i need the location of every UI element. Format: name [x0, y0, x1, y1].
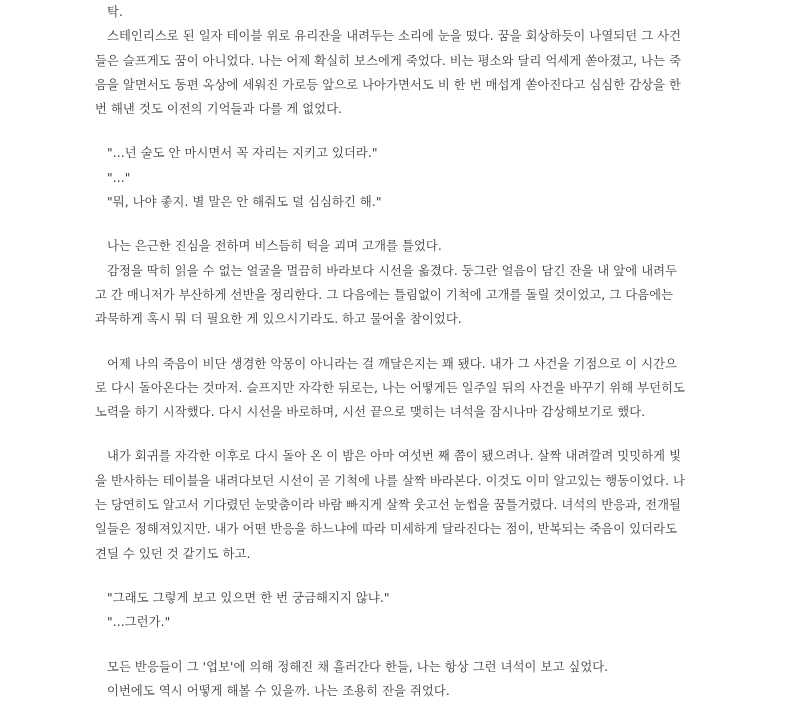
text-line: 음을 알면서도 동편 옥상에 세워진 가로등 앞으로 나아가면서도 비 한 번 매섭게 쏟아진다고 심심한 감상을 한	[95, 77, 682, 92]
text-line: 일들은 정해져있지만. 내가 어떤 반응을 하느냐에 따라 미세하게 달라진다는 점이, 반복되는 죽음이 있더라도	[95, 522, 678, 537]
text-line: 내가 회귀를 자각한 이후로 다시 돌아 온 이 밤은 아마 여섯번 째 쯤이 됐으려나. 살짝 내려깔려 밋밋하게 빛	[107, 449, 682, 464]
document-page	[95, 0, 740, 703]
document-body	[95, 0, 740, 703]
text-line: 들은 슬프게도 꿈이 아니었다. 나는 어제 확실히 보스에게 죽었다. 비는 평소와 달리 억세게 쏟아졌고, 나는 죽	[95, 53, 682, 68]
paragraph-gap	[95, 332, 740, 352]
text-line: 탁.	[107, 5, 123, 19]
text-line: 이번에도 역시 어떻게 해볼 수 있을까. 나는 조용히 잔을 쥐었다.	[107, 683, 450, 698]
text-line: 는 당연히도 알고서 기다렸던 눈맞춤이라 바람 빠지게 살짝 웃고선 눈썹을 꿈틀거렸다. 녀석의 반응과, 전개될	[95, 498, 682, 513]
text-line: "...넌 술도 안 마시면서 꼭 자리는 지키고 있더라."	[107, 146, 378, 161]
paragraph-gap	[95, 121, 740, 141]
text-line: 스테인리스로 된 일자 테이블 위로 유리잔을 내려두는 소리에 눈을 떴다. 꿈을 회상하듯이 나열되던 그 사건	[107, 29, 682, 44]
text-line: 과묵하게 혹시 뭐 더 필요한 게 있으시기라도. 하고 물어올 참이었다.	[95, 312, 462, 327]
text-line: 견딜 수 있던 것 같기도 하고.	[95, 546, 251, 561]
text-line: 어제 나의 죽음이 비단 생경한 악몽이 아니라는 걸 깨달은지는 꽤 됐다. 내가 그 사건을 기점으로 이 시간으	[107, 356, 678, 371]
paragraph-gap	[95, 635, 740, 655]
text-line: "뭐, 나야 좋지. 별 말은 안 해줘도 덜 심심하긴 해."	[107, 195, 382, 210]
text-line: 감정을 딱히 읽을 수 없는 얼굴을 멀끔히 바라보다 시선을 옮겼다. 둥그란 얼음이 담긴 잔을 내 앞에 내려두	[107, 263, 678, 278]
paragraph-gap	[95, 214, 740, 234]
paragraph-gap	[95, 566, 740, 586]
text-line: 로 다시 돌아온다는 것마저. 슬프지만 자각한 뒤로는, 나는 어떻게든 일주일 뒤의 사건을 바꾸기 위해 부던히도	[95, 380, 686, 395]
text-line: 고 간 매니저가 부산하게 선반을 정리한다. 그 다음에는 틀림없이 기척에 고개를 돌릴 것이었고, 그 다음에는	[95, 287, 674, 302]
text-line: "그래도 그렇게 보고 있으면 한 번 궁금해지지 않냐."	[107, 590, 390, 605]
text-line: 번 해낸 것도 이전의 기억들과 다를 게 없었다.	[95, 102, 343, 117]
text-line: 노력을 하기 시작했다. 다시 시선을 바로하며, 시선 끝으로 맺히는 녀석을 잠시나마 감상해보기로 했다.	[95, 405, 646, 420]
text-line: "...그런가."	[107, 615, 171, 630]
text-line: 을 반사하는 테이블을 내려다보던 시선이 곧 기척에 나를 살짝 바라본다. 이것도 이미 알고있는 행동이었다. 나	[95, 473, 686, 488]
text-line: 나는 은근한 진심을 전하며 비스듬히 턱을 괴며 고개를 틀었다.	[107, 239, 442, 254]
text-line: 모든 반응들이 그 '업보'에 의해 정해진 채 흘러간다 한들, 나는 항상 그런 녀석이 보고 싶었다.	[107, 659, 609, 674]
paragraph-gap	[95, 424, 740, 444]
text-line: "..."	[107, 170, 131, 185]
